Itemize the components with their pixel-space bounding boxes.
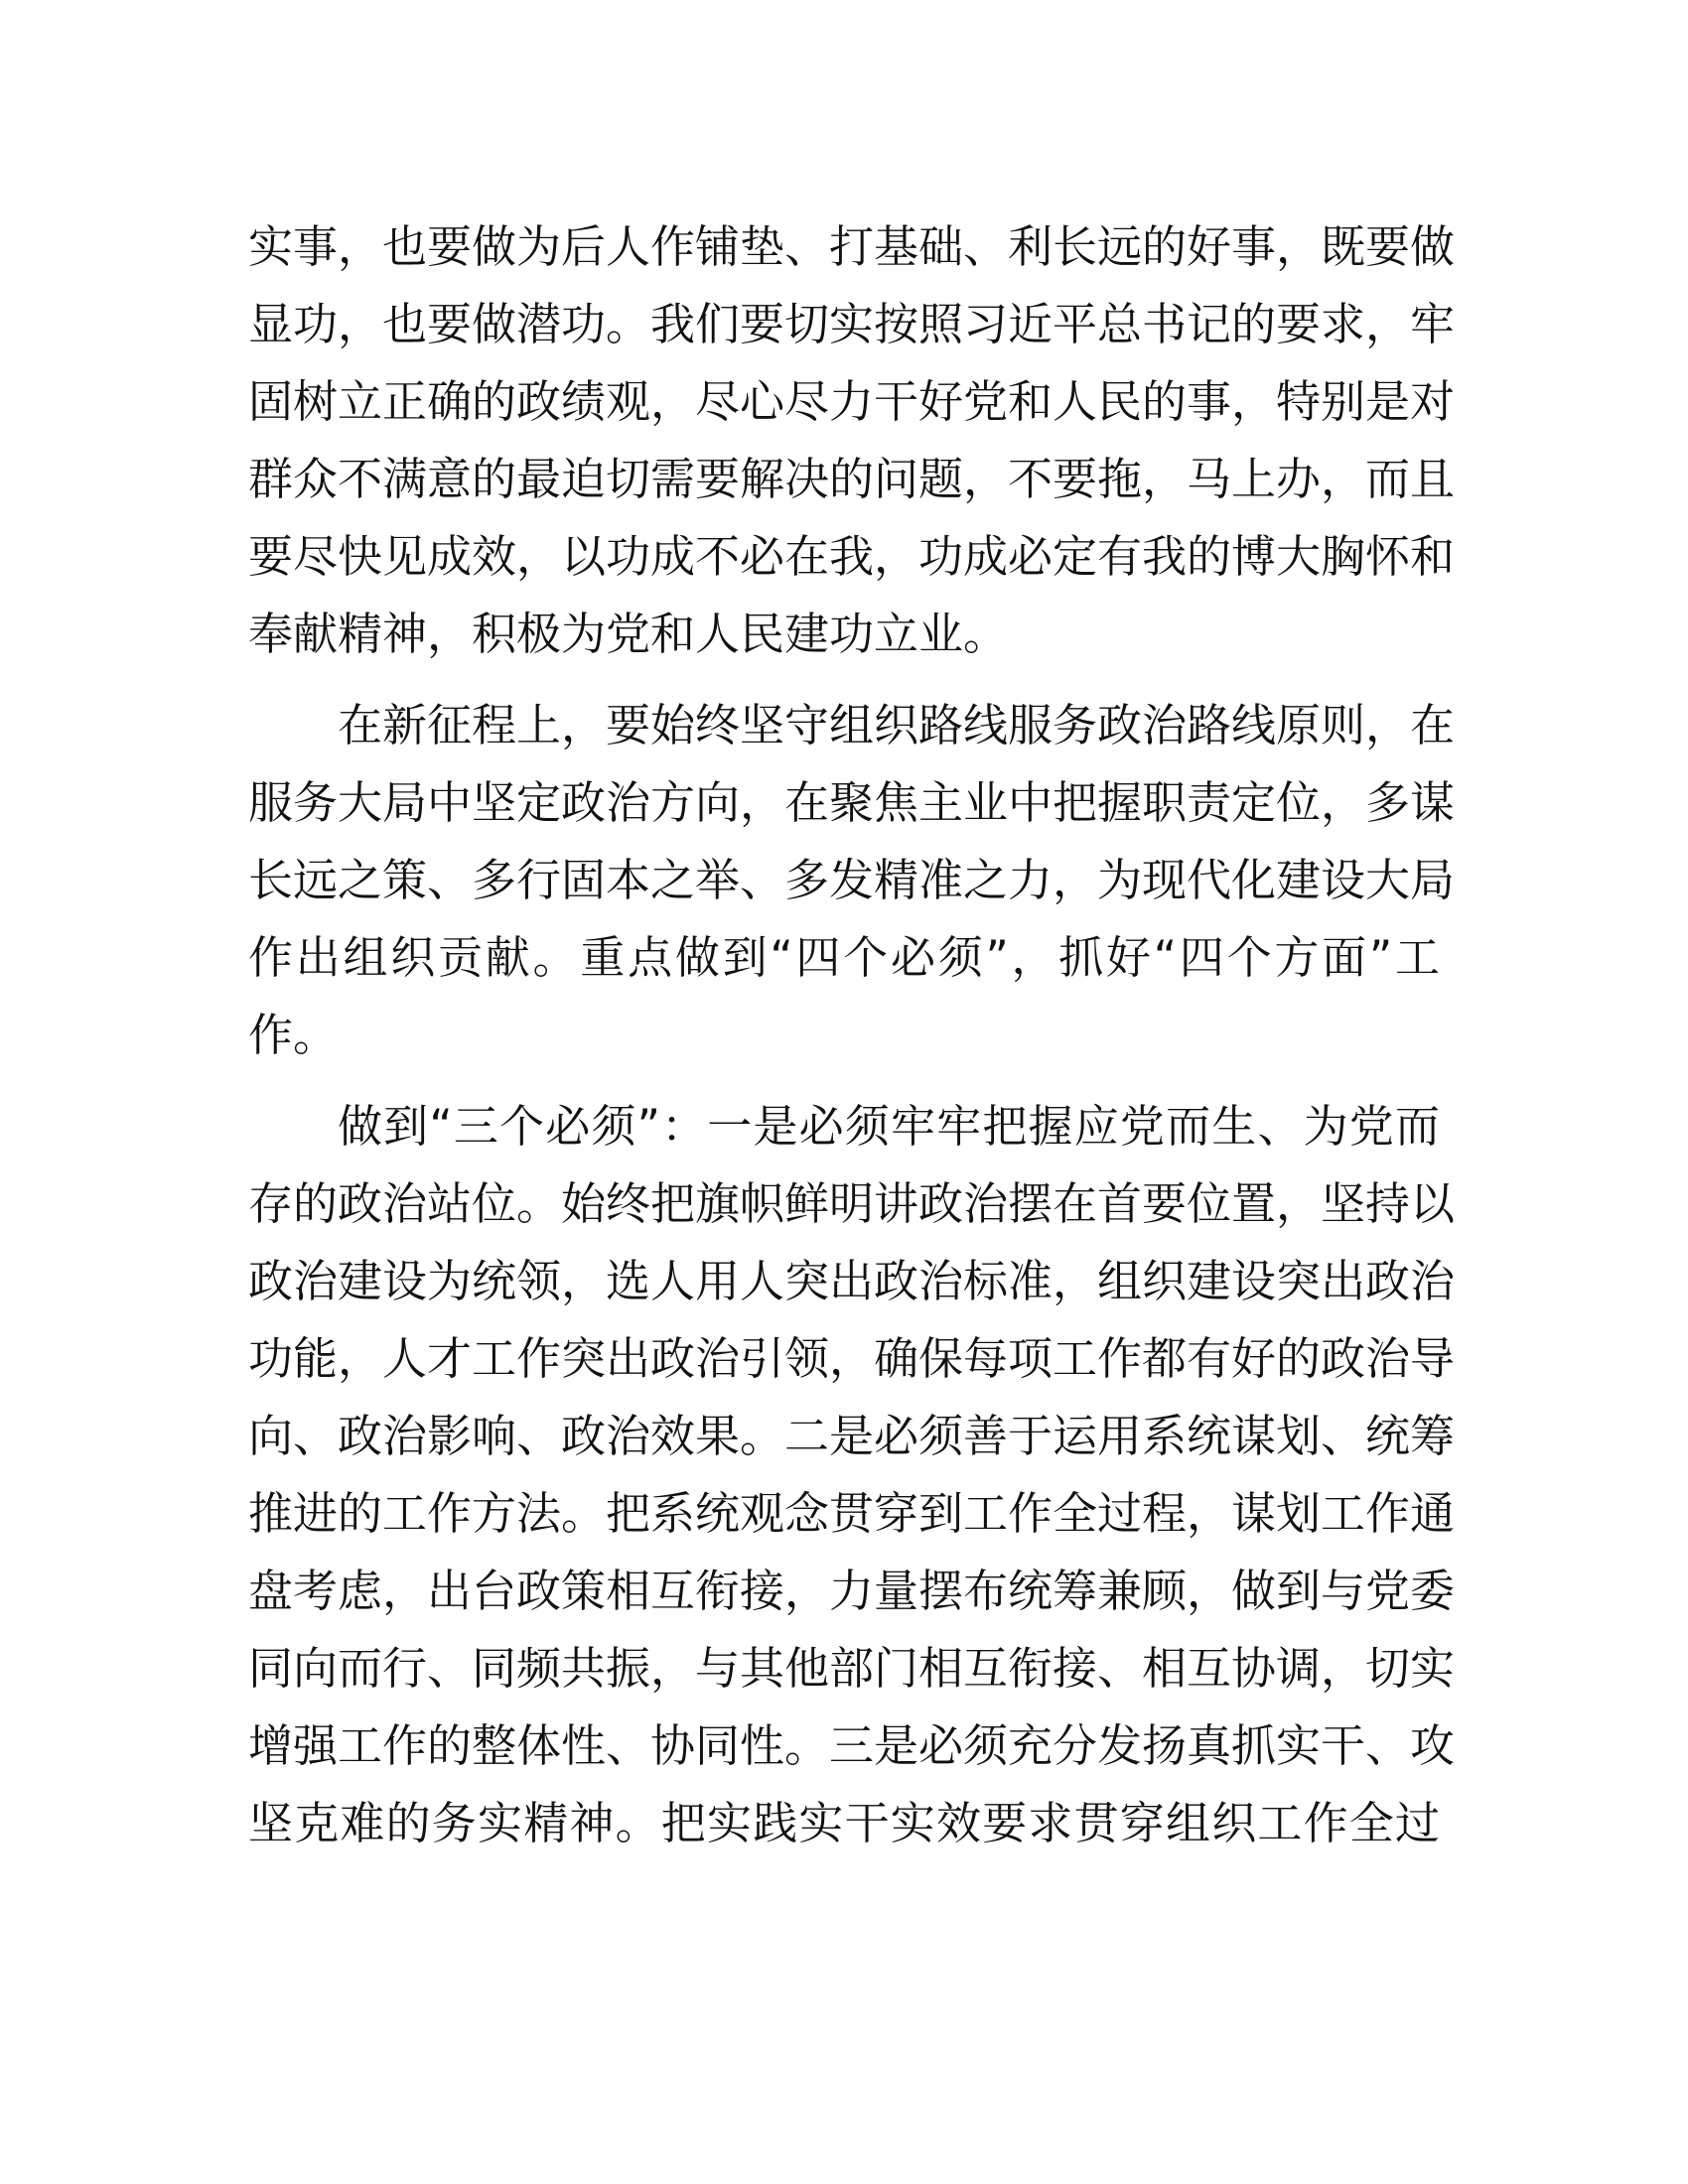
text-line: 群众不满意的最迫切需要解决的问题，不要拖，马上办，而且: [248, 453, 1456, 505]
text-line: 服务大局中坚定政治方向，在聚焦主业中把握职责定位，多谋: [248, 776, 1456, 829]
text-line: 存的政治站位。始终把旗帜鲜明讲政治摆在首要位置，坚持以: [248, 1177, 1456, 1230]
body-text: [248, 208, 1456, 1862]
text-line: 政治建设为统领，选人用人突出政治标准，组织建设突出政治: [248, 1255, 1456, 1307]
paragraph-1: [248, 208, 1456, 673]
text-line: 做到“三个必须”：一是必须牢牢把握应党而生、为党而: [338, 1100, 1440, 1153]
text-line: 固树立正确的政绩观，尽心尽力干好党和人民的事，特别是对: [248, 375, 1456, 428]
paragraph-spacing: [248, 673, 1440, 687]
text-line: 坚克难的务实精神。把实践实干实效要求贯穿组织工作全过: [248, 1797, 1440, 1849]
paragraph-3: [248, 1088, 1456, 1862]
text-line: 推进的工作方法。把系统观念贯穿到工作全过程，谋划工作通: [248, 1487, 1456, 1540]
paragraph-2: [248, 687, 1456, 1074]
text-line: 长远之策、多行固本之举、多发精准之力，为现代化建设大局: [248, 854, 1456, 906]
text-line: 在新征程上，要始终坚守组织路线服务政治路线原则，在: [338, 699, 1456, 751]
text-line: 增强工作的整体性、协同性。三是必须充分发扬真抓实干、攻: [248, 1719, 1456, 1772]
text-line: 奉献精神，积极为党和人民建功立业。: [248, 608, 1009, 660]
paragraph-spacing: [248, 1074, 1440, 1088]
text-line: 实事，也要做为后人作铺垫、打基础、利长远的好事，既要做: [248, 220, 1456, 273]
text-line: 盘考虑，出台政策相互衔接，力量摆布统筹兼顾，做到与党委: [248, 1565, 1456, 1617]
text-line: 功能，人才工作突出政治引领，确保每项工作都有好的政治导: [248, 1332, 1456, 1385]
text-line: 显功，也要做潜功。我们要切实按照习近平总书记的要求，牢: [248, 298, 1456, 350]
text-line: 同向而行、同频共振，与其他部门相互衔接、相互协调，切实: [248, 1642, 1456, 1695]
text-line: 作。: [248, 1009, 339, 1061]
text-line: 作出组织贡献。重点做到“四个必须”，抓好“四个方面”工: [248, 931, 1440, 984]
text-line: 向、政治影响、政治效果。二是必须善于运用系统谋划、统筹: [248, 1410, 1456, 1462]
text-line: 要尽快见成效，以功成不必在我，功成必定有我的博大胸怀和: [248, 530, 1456, 583]
